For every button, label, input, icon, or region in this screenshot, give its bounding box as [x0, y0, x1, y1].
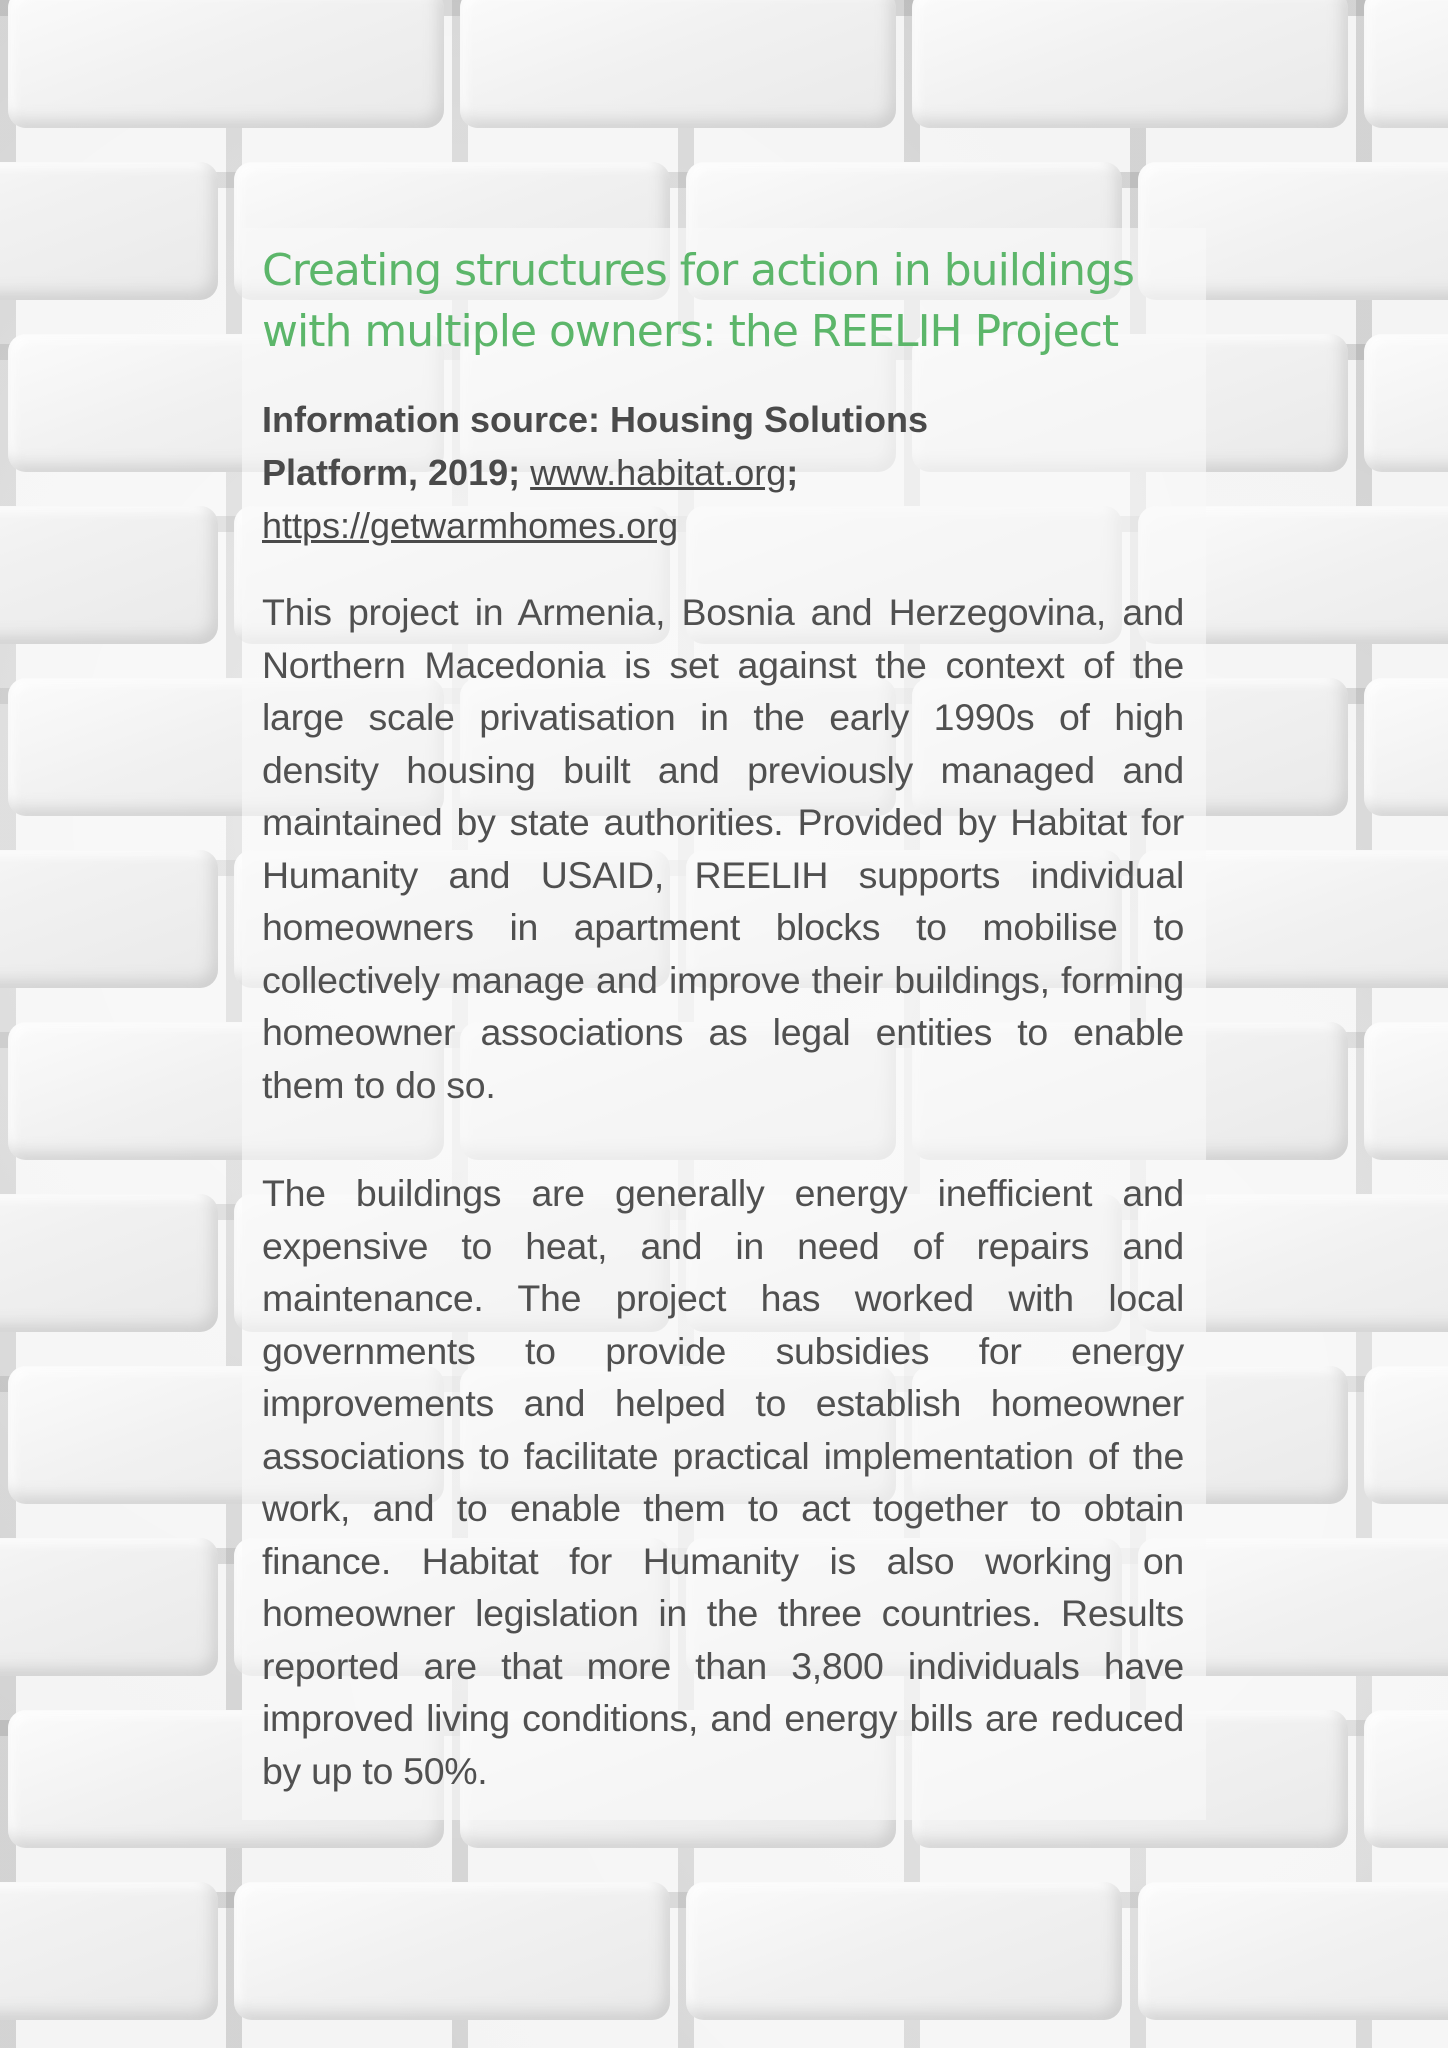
brick: [0, 162, 218, 300]
brick: [1364, 1022, 1448, 1160]
brick: [0, 506, 218, 644]
brick-row: [0, 1872, 1448, 2028]
brick: [234, 1882, 670, 2020]
brick: [912, 0, 1348, 128]
brick: [1364, 678, 1448, 816]
getwarmhomes-link[interactable]: https://getwarmhomes.org: [262, 505, 679, 546]
brick: [1138, 1882, 1448, 2020]
information-source: [262, 393, 1042, 552]
paragraph-context: This project in Armenia, Bosnia and Herzegovina, and Northern Macedonia is set against the context of the large scale privatisation in the early 1990s of high density housing built and previously managed and maintained by state authorities. Provided by Habitat for Humanity and USAID, REELIH supports individual homeowners in apartment blocks to mobilise to collectively manage and improve their buildings, forming homeowner associations as legal entities to enable them to do so.: [262, 591, 1184, 1106]
page-title: Creating structures for action in buildings with multiple owners: the REELIH Project: [262, 245, 1134, 357]
brick: [0, 1194, 218, 1332]
brick: [0, 1882, 218, 2020]
brick: [8, 0, 444, 128]
brick-row: [0, 0, 1448, 136]
brick: [686, 1882, 1122, 2020]
paragraph-results: The buildings are generally energy inefficient and expensive to heat, and in need of repairs and maintenance. The project has worked with local governments to provide subsidies for energy improvements and helped to establish homeowner associations to facilitate practical implementation of the work, and to enable them to act together to obtain finance. Habitat for Humanity is also working on homeowner legislation in the three countries. Results reported are that more than 3,800 individuals have improved living conditions, and energy bills are reduced by up to 50%.: [262, 1172, 1184, 1792]
source-separator: ;: [786, 452, 799, 493]
habitat-link[interactable]: www.habitat.org: [530, 452, 787, 493]
brick: [1364, 0, 1448, 128]
brick: [460, 0, 896, 128]
brick: [0, 850, 218, 988]
brick: [1364, 1710, 1448, 1848]
brick: [0, 1538, 218, 1676]
brick: [1364, 1366, 1448, 1504]
source-prefix: Information source: Housing Solutions Platform, 2019;: [262, 399, 928, 493]
brick: [1364, 334, 1448, 472]
